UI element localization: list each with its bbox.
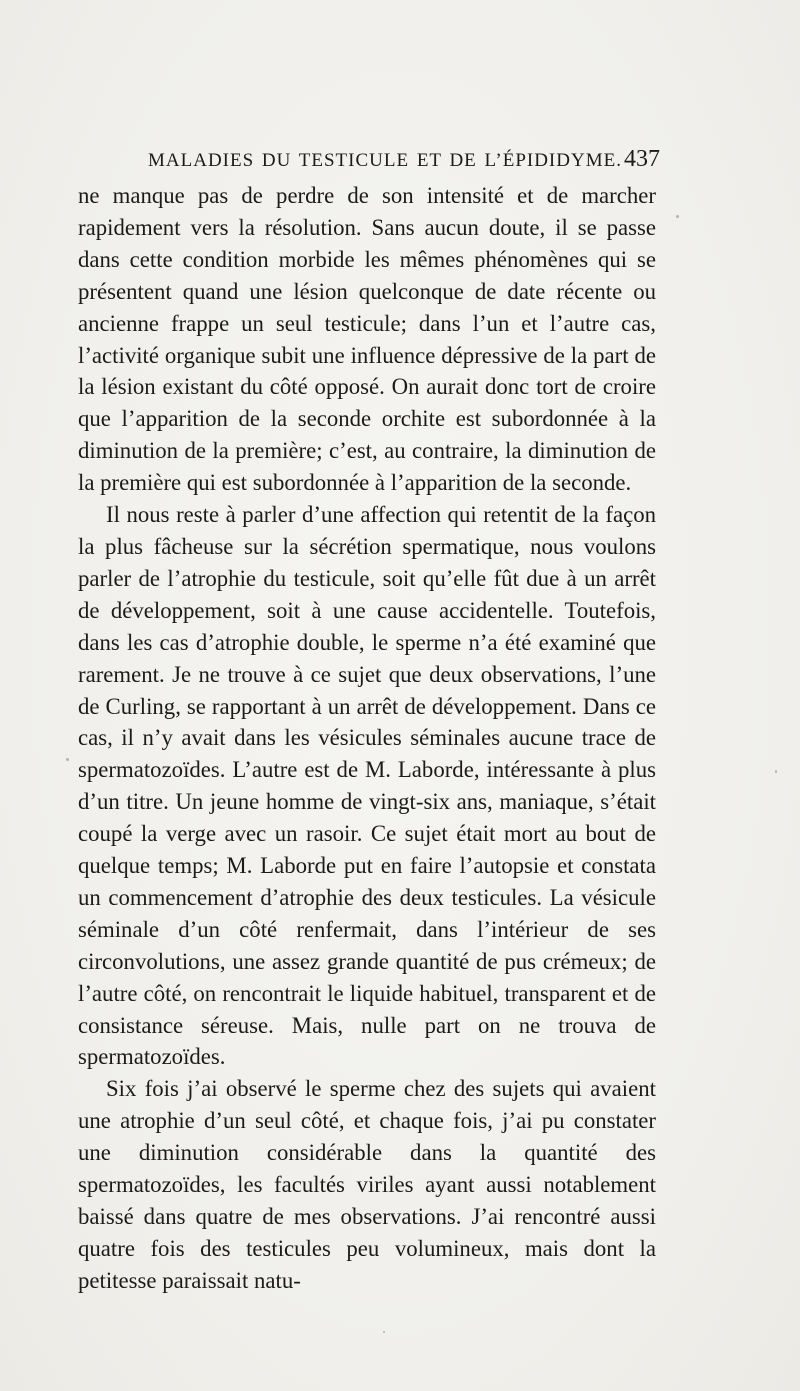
paragraph-continued: ne manque pas de perdre de son intensité et de marcher rapidement vers la résolution. Sans aucun doute, il se passe dans cette condition morbide les mêmes phénomènes qui se présentent quand une lésion quelconque de date récente ou ancienne frappe un seul testicule; dans l’un et l’autre cas, l’activité organique subit une influence dépressive de la part de la lésion existant du côté opposé. On aurait donc tort de croire que l’apparition de la seconde orchite est subordonnée à la diminution de la première; c’est, au contraire, la diminution de la première qui est subordonnée à l’apparition de la seconde. (78, 183, 656, 496)
paragraph-atrophy: Il nous reste à parler d’une affection qui retentit de la façon la plus fâcheuse sur la sécrétion spermatique, nous voulons parler de l’atrophie du testicule, soit qu’elle fût due à un arrêt de développement, soit à une cause accidentelle. Toutefois, dans les cas d’atrophie double, le sperme n’a été examiné que rarement. Je ne trouve à ce sujet que deux observations, l’une de Curling, se rapportant à un arrêt de développement. Dans ce cas, il n’y avait dans les vésicules séminales aucune trace de spermatozoïdes. L’autre est de M. Laborde, intéressante à plus d’un titre. Un jeune homme de vingt-six ans, maniaque, s’était coupé la verge avec un rasoir. Ce sujet était mort au bout de quelque temps; M. Laborde put en faire l’autopsie et constata un commencement d’atrophie des deux testicules. La vésicule séminale d’un côté renfermait, dans l’intérieur de ses circonvolutions, une assez grande quantité de pus crémeux; de l’autre côté, on rencontrait le liquide habituel, transparent et de consistance séreuse. Mais, nulle part on ne trouva de spermatozoïdes. (78, 502, 656, 1070)
paper-speck (676, 215, 679, 218)
paper-speck (66, 758, 69, 761)
running-head (148, 146, 660, 176)
paper-speck (775, 770, 777, 773)
paragraph-observations: Six fois j’ai observé le sperme chez des sujets qui avaient une atrophie d’un seul côté, et chaque fois, j’ai pu constater une diminution considérable dans la quantité des spermatozoïdes, les facultés viriles ayant aussi notablement baissé dans quatre de mes observations. J’ai rencontré aussi quatre fois des testicules peu volumineux, mais dont la petitesse paraissait natu- (78, 1076, 656, 1293)
paper-speck (383, 1331, 385, 1333)
page-number: 437 (624, 146, 660, 172)
body-text (78, 180, 656, 1297)
running-head-title: MALADIES DU TESTICULE ET DE L’ÉPIDIDYME. (148, 150, 622, 171)
